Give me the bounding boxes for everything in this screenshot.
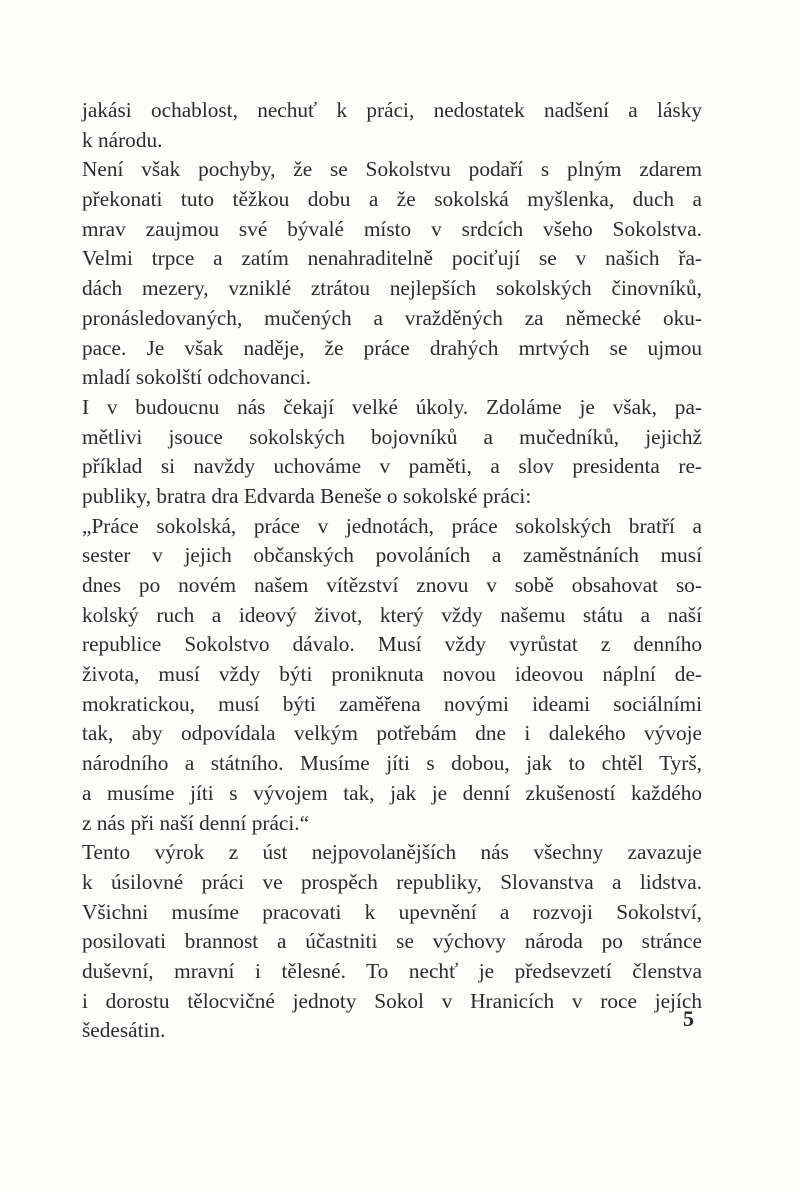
body-text — [82, 96, 702, 1046]
text-line: mladí sokolští odchovanci. — [82, 365, 311, 390]
text-line: národního a státního. Musíme jíti s dobou, jak to chtěl Tyrš, — [82, 751, 702, 776]
text-line: k úsilovné práci ve prospěch republiky, Slovanstva a lidstva. — [82, 869, 702, 894]
text-line: „Práce sokolská, práce v jednotách, práce sokolských bratří a — [82, 513, 702, 538]
text-line: dách mezery, vzniklé ztrátou nejlepších sokolských činovníků, — [82, 276, 702, 301]
text-line: sester v jejich občanských povoláních a zaměstnáních musí — [82, 543, 702, 568]
text-line: pace. Je však naděje, že práce drahých mrtvých se ujmou — [82, 335, 702, 360]
text-line: překonati tuto těžkou dobu a že sokolská myšlenka, duch a — [82, 187, 702, 212]
text-line: života, musí vždy býti proniknuta novou ideovou náplní de- — [82, 662, 702, 687]
text-line: pronásledovaných, mučených a vražděných za německé oku- — [82, 305, 702, 330]
text-line: jakási ochablost, nechuť k práci, nedostatek nadšení a lásky — [82, 98, 702, 122]
text-line: šedesátin. — [82, 1018, 166, 1043]
text-line: tak, aby odpovídala velkým potřebám dne i dalekého vývoje — [82, 721, 702, 746]
text-line: republice Sokolstvo dávalo. Musí vždy vyrůstat z denního — [82, 632, 702, 657]
text-line: Není však pochyby, že se Sokolstvu podaří s plným zdarem — [82, 157, 702, 182]
text-line: z nás při naší denní práci.“ — [82, 810, 310, 835]
page-number: 5 — [683, 1006, 694, 1031]
text-line: Všichni musíme pracovati k upevnění a rozvoji Sokolství, — [82, 899, 702, 924]
text-line: I v budoucnu nás čekají velké úkoly. Zdoláme je však, pa- — [82, 394, 702, 419]
text-line: mětlivi jsouce sokolských bojovníků a mučedníků, jejichž — [82, 424, 702, 449]
text-line: mokratickou, musí býti zaměřena novými ideami sociálními — [82, 691, 702, 716]
text-line: dnes po novém našem vítězství znovu v sobě obsahovat so- — [82, 573, 702, 597]
text-line: k národu. — [82, 127, 163, 152]
text-line: publiky, bratra dra Edvarda Beneše o sokolské práci: — [82, 483, 532, 508]
text-line: Velmi trpce a zatím nenahraditelně pociťují se v našich řa- — [82, 246, 702, 271]
text-line: duševní, mravní i tělesné. To nechť je předsevzetí členstva — [82, 958, 702, 983]
text-line: a musíme jíti s vývojem tak, jak je denní zkušeností každého — [82, 780, 702, 805]
text-line: příklad si navždy uchováme v paměti, a slov presidenta re- — [82, 454, 702, 479]
text-line: Tento výrok z úst nejpovolanějších nás všechny zavazuje — [82, 840, 702, 865]
text-line: mrav zaujmou své bývalé místo v srdcích všeho Sokolstva. — [82, 216, 702, 241]
text-line: kolský ruch a ideový život, který vždy našemu státu a naší — [82, 602, 702, 627]
text-line: posilovati brannost a účastniti se výchovy národa po stránce — [82, 929, 702, 954]
text-line: i dorostu tělocvičné jednoty Sokol v Hranicích v roce jejích — [82, 988, 702, 1013]
